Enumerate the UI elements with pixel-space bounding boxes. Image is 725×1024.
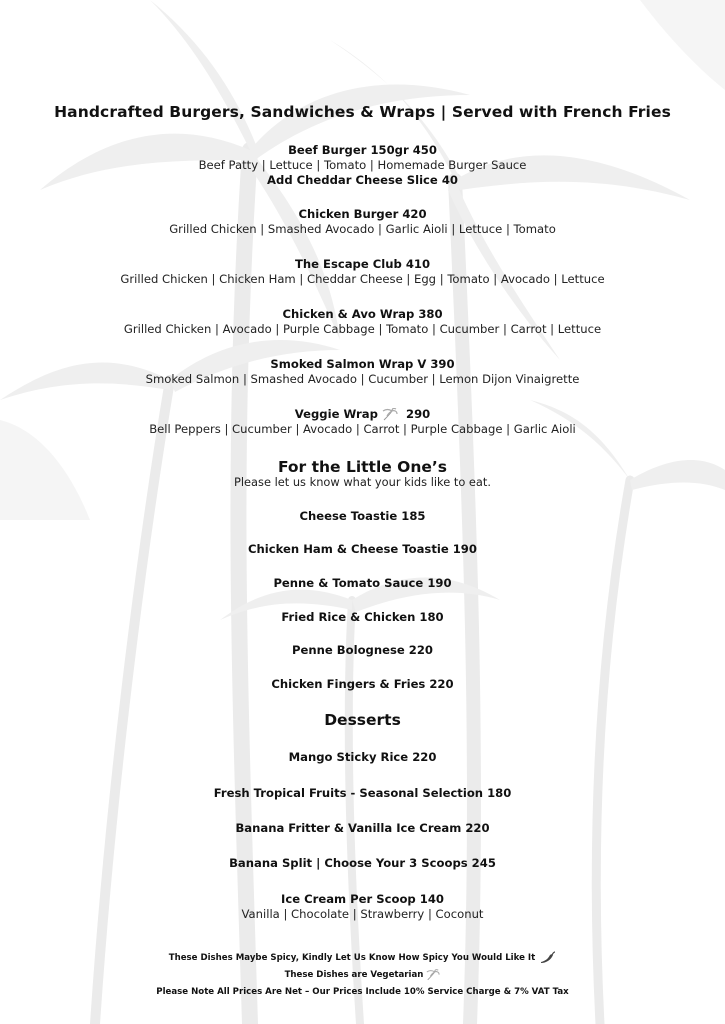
item-name: Chicken Burger 420 xyxy=(298,207,427,221)
menu-item-escape-club xyxy=(0,257,725,287)
dessert-item: Mango Sticky Rice 220 xyxy=(288,750,437,764)
item-description: Grilled Chicken | Avocado | Purple Cabbage | Tomato | Cucumber | Carrot | Lettuce xyxy=(123,322,602,336)
item-description: Grilled Chicken | Chicken Ham | Cheddar Cheese | Egg | Tomato | Avocado | Lettuce xyxy=(120,272,605,286)
item-description: Bell Peppers | Cucumber | Avocado | Carrot | Purple Cabbage | Garlic Aioli xyxy=(149,422,576,436)
kids-item: Chicken Ham & Cheese Toastie 190 xyxy=(248,542,477,556)
burgers-section-title: Handcrafted Burgers, Sandwiches & Wraps | Served with French Fries xyxy=(54,103,671,121)
kids-item: Fried Rice & Chicken 180 xyxy=(281,610,444,624)
item-description: Beef Patty | Lettuce | Tomato | Homemade Burger Sauce xyxy=(198,158,527,172)
dessert-item: Fresh Tropical Fruits - Seasonal Selection 180 xyxy=(213,786,512,800)
dessert-item: Banana Split | Choose Your 3 Scoops 245 xyxy=(229,856,496,870)
item-description: Vanilla | Chocolate | Strawberry | Coconut xyxy=(241,907,484,921)
menu-item-chicken-avo-wrap xyxy=(0,307,725,337)
chili-pepper-icon xyxy=(538,951,556,965)
item-extra: Add Cheddar Cheese Slice 40 xyxy=(267,173,458,187)
price-note: Please Note All Prices Are Net – Our Prices Include 10% Service Charge & 7% VAT Tax xyxy=(156,987,569,997)
dessert-item-ice-cream xyxy=(0,892,725,922)
item-name: Beef Burger 150gr 450 xyxy=(288,143,437,157)
kids-item: Penne Bolognese 220 xyxy=(292,643,433,657)
palm-leaf-icon xyxy=(426,969,440,981)
menu-item-beef-burger xyxy=(0,143,725,188)
kids-section-title: For the Little One’s xyxy=(277,458,448,476)
dessert-item: Banana Fritter & Vanilla Ice Cream 220 xyxy=(235,821,490,835)
item-name: Chicken & Avo Wrap 380 xyxy=(282,307,443,321)
kids-item: Cheese Toastie 185 xyxy=(299,509,426,523)
item-name-row xyxy=(0,407,725,422)
item-description: Grilled Chicken | Smashed Avocado | Garlic Aioli | Lettuce | Tomato xyxy=(169,222,556,236)
menu-item-smoked-salmon-wrap xyxy=(0,357,725,387)
vegetarian-note xyxy=(0,967,725,983)
item-name: Veggie Wrap xyxy=(294,407,378,421)
palm-leaf-icon xyxy=(382,408,398,421)
kids-item: Chicken Fingers & Fries 220 xyxy=(271,677,454,691)
item-name: Smoked Salmon Wrap V 390 xyxy=(270,357,455,371)
kids-note: Please let us know what your kids like to eat. xyxy=(233,475,491,489)
spicy-note xyxy=(0,950,725,966)
menu-item-chicken-burger xyxy=(0,207,725,237)
item-name: Ice Cream Per Scoop 140 xyxy=(281,892,444,906)
kids-item: Penne & Tomato Sauce 190 xyxy=(273,576,452,590)
menu-item-veggie-wrap xyxy=(0,407,725,437)
item-price: 290 xyxy=(406,407,431,421)
item-name: The Escape Club 410 xyxy=(294,257,431,271)
vegetarian-note-text: These Dishes are Vegetarian xyxy=(284,970,424,980)
desserts-section-title: Desserts xyxy=(324,711,401,729)
spicy-note-text: These Dishes Maybe Spicy, Kindly Let Us Know How Spicy You Would Like It xyxy=(168,953,536,963)
item-description: Smoked Salmon | Smashed Avocado | Cucumber | Lemon Dijon Vinaigrette xyxy=(145,372,580,386)
